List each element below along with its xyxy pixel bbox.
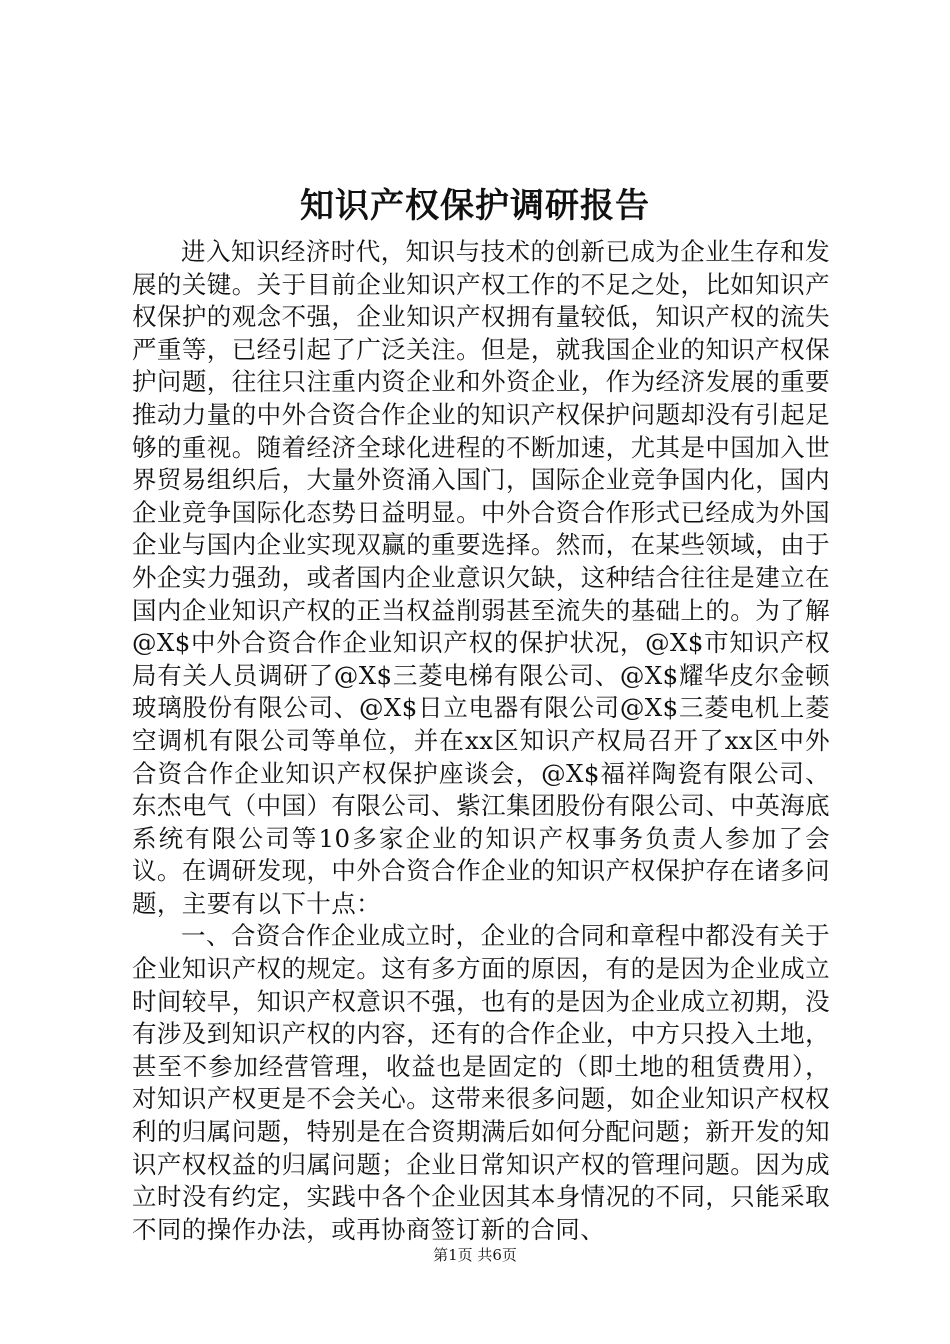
body-paragraph-intro: 进入知识经济时代，知识与技术的创新已成为企业生存和发展的关键。关于目前企业知识产权工作的不足之处，比如知识产权保护的观念不强，企业知识产权拥有量较低，知识产权的流失严重等，已经引起了广泛关注。但是，就我国企业的知识产权保护问题，往往只注重内资企业和外资企业，作为经济发展的重要推动力量的中外合资合作企业的知识产权保护问题却没有引起足够的重视。随着经济全球化进程的不断加速，尤其是中国加入世界贸易组织后，大量外资涌入国门，国际企业竞争国内化，国内企业竞争国际化态势日益明显。中外合资合作形式已经成为外国企业与国内企业实现双赢的重要选择。然而，在某些领域，由于外企实力强劲，或者国内企业意识欠缺，这种结合往往是建立在国内企业知识产权的正当权益削弱甚至流失的基础上的。为了解@X$中外合资合作企业知识产权的保护状况，@X$市知识产权局有关人员调研了@X$三菱电梯有限公司、@X$耀华皮尔金顿玻璃股份有限公司、@X$日立电器有限公司@X$三菱电机上菱空调机有限公司等单位，并在xx区知识产权局召开了xx区中外合资合作企业知识产权保护座谈会，@X$福祥陶瓷有限公司、东杰电气（中国）有限公司、紫江集团股份有限公司、中英海底系统有限公司等10多家企业的知识产权事务负责人参加了会议。在调研发现，中外合资合作企业的知识产权保护存在诸多问题，主要有以下十点： bbox=[132, 237, 830, 918]
page-number-indicator: 第1页 共6页 bbox=[433, 1246, 517, 1264]
document-title: 知识产权保护调研报告 bbox=[300, 186, 650, 226]
page-footer bbox=[0, 1244, 950, 1266]
document-body bbox=[132, 236, 830, 1246]
body-paragraph-point-one: 一、合资合作企业成立时，企业的合同和章程中都没有关于企业知识产权的规定。这有多方面的原因，有的是因为企业成立时间较早，知识产权意识不强，也有的是因为企业成立初期，没有涉及到知识产权的内容，还有的合作企业，中方只投入土地，甚至不参加经营管理，收益也是固定的（即土地的租赁费用），对知识产权更是不会关心。这带来很多问题，如企业知识产权权利的归属问题，特别是在合资期满后如何分配问题；新开发的知识产权权益的归属问题；企业日常知识产权的管理问题。因为成立时没有约定，实践中各个企业因其本身情况的不同，只能采取不同的操作办法，或再协商签订新的合同、 bbox=[132, 921, 830, 1244]
